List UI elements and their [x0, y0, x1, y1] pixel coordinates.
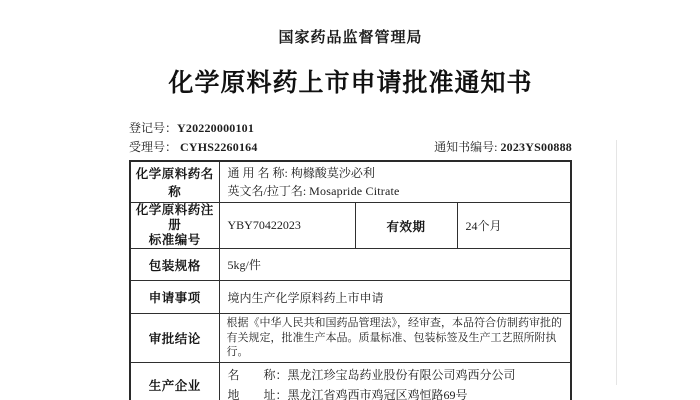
registration-no-label: 登记号：	[129, 121, 178, 135]
manufacturer-address-value: 黑龙江省鸡西市鸡冠区鸡恒路69号	[287, 387, 468, 400]
row-application-item	[130, 281, 571, 314]
validity-value: 24个月	[457, 203, 571, 249]
manufacturer-address-key: 地 址：	[227, 387, 288, 400]
manufacturer-cell	[219, 362, 571, 400]
notice-no-label: 通知书编号:	[434, 140, 498, 154]
package-spec-label: 包装规格	[130, 249, 219, 281]
registration-standard-label-line2: 标准编号	[148, 233, 201, 247]
registration-no-value: Y20220000101	[177, 121, 255, 135]
english-name-key: 英文名/拉丁名:	[227, 184, 307, 198]
drug-name-cell	[219, 161, 571, 203]
english-name-value: Mosapride Citrate	[309, 184, 400, 198]
approval-conclusion-value: 根据《中华人民共和国药品管理法》，经审查，本品符合仿制药审批的有关规定，批准生产本品。质量标准、包装标签及生产工艺照所附执行。	[219, 314, 571, 363]
registration-standard-label	[130, 203, 219, 249]
approval-table	[129, 160, 572, 400]
application-item-value: 境内生产化学原料药上市申请	[219, 281, 571, 314]
generic-name-line	[228, 164, 563, 182]
generic-name-value: 枸橼酸莫沙必利	[290, 166, 375, 180]
issuing-authority: 国家药品监督管理局	[278, 29, 423, 46]
package-spec-value: 5kg/件	[219, 249, 571, 281]
row-manufacturer	[130, 362, 571, 400]
manufacturer-label: 生产企业	[130, 362, 219, 400]
manufacturer-name-key: 名 称：	[227, 367, 288, 382]
row-drug-name	[130, 161, 571, 203]
acceptance-notice-line	[129, 138, 572, 157]
row-package-spec	[130, 249, 571, 281]
registration-standard-value: YBY70422023	[219, 203, 355, 249]
acceptance-no-value: CYHS2260164	[180, 140, 258, 154]
scan-page-edge	[616, 140, 617, 385]
manufacturer-name-line	[228, 365, 563, 385]
document-body	[129, 0, 572, 400]
approval-conclusion-label: 审批结论	[130, 314, 219, 363]
notice-no-group	[434, 138, 572, 157]
manufacturer-name-value: 黑龙江珍宝岛药业股份有限公司鸡西分公司	[287, 367, 516, 382]
meta-block	[129, 119, 572, 157]
generic-name-key: 通 用 名 称:	[227, 166, 288, 180]
notice-no-value: 2023YS00888	[500, 140, 572, 154]
acceptance-no-group	[129, 138, 258, 157]
manufacturer-address-line	[228, 385, 563, 400]
validity-label: 有效期	[355, 203, 457, 249]
row-approval-conclusion	[130, 314, 571, 363]
document-title: 化学原料药上市申请批准通知书	[168, 70, 533, 97]
row-registration-standard	[130, 203, 571, 249]
registration-no-line	[129, 119, 572, 138]
drug-name-label: 化学原料药名称	[130, 161, 219, 203]
registration-standard-label-line1: 化学原料药注册	[135, 203, 214, 232]
english-name-line	[228, 182, 563, 200]
acceptance-no-label: 受理号：	[129, 140, 178, 154]
application-item-label: 申请事项	[130, 281, 219, 314]
